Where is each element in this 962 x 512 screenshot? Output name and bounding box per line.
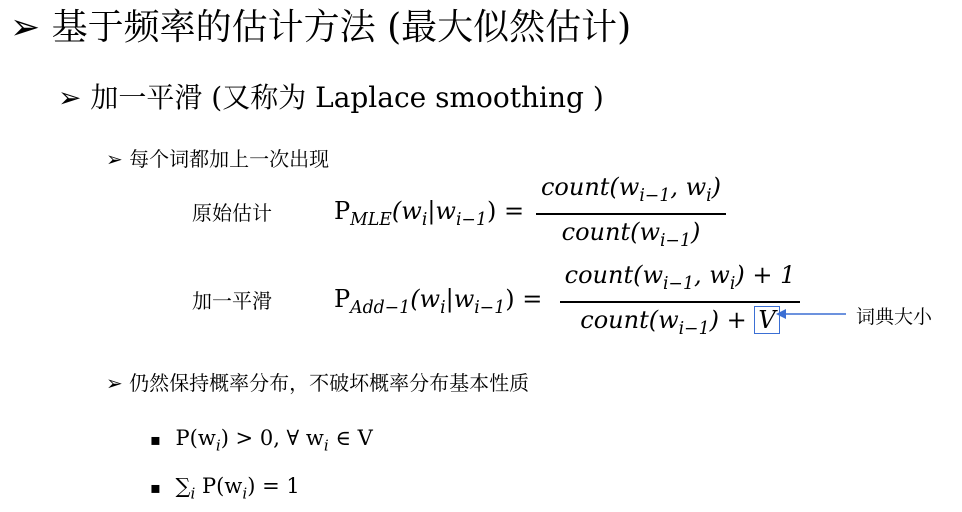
add1-lhs-i: i <box>440 298 446 319</box>
heading-level2 <box>58 80 604 116</box>
bullet-level3-a-text: 每个词都加上一次出现 <box>129 147 330 171</box>
annotation-arrow-icon <box>772 306 848 322</box>
add1-numerator: $count(w_{i-1}$, $w_i) + 1$ <box>564 261 796 295</box>
mle-denominator: $count(w_{i-1})$ <box>561 218 701 252</box>
mle-lhs <box>334 196 524 235</box>
mle-lhs-close: ) = <box>486 197 525 225</box>
add1-lhs-args: (w <box>410 285 441 313</box>
mle-fraction-bar <box>536 213 726 215</box>
arrow-bullet-icon: ➢ <box>58 81 82 114</box>
add1-lhs-bar: |w <box>445 285 475 313</box>
add1-lhs-sub: Add−1 <box>350 298 411 319</box>
heading-level2-text: 加一平滑 (又称为 Laplace smoothing ) <box>90 81 604 114</box>
add1-fraction <box>560 260 800 344</box>
vocabulary-size-box: V <box>754 306 779 334</box>
mle-numerator: $count(w_{i-1}$, $w_i$) <box>540 173 722 207</box>
add1-label: 加一平滑 <box>192 289 272 313</box>
mle-fraction <box>536 172 726 256</box>
mle-lhs-p: P <box>334 197 351 225</box>
add1-denominator: $count(w_{i-1}) + V$ <box>560 305 800 344</box>
bullet-level3-a <box>106 146 329 172</box>
mle-lhs-bar: |w <box>427 197 456 225</box>
arrow-bullet-icon: ➢ <box>106 147 123 171</box>
mle-lhs-i: i <box>421 210 428 231</box>
bullet-level3-b <box>106 370 529 396</box>
heading-level1-text: 基于频率的估计方法 (最大似然估计) <box>51 7 632 48</box>
mle-lhs-im1: i−1 <box>455 210 487 231</box>
square-bullet-icon: ▪ <box>150 478 161 497</box>
add1-fraction-bar <box>560 301 800 303</box>
arrow-bullet-icon: ➢ <box>10 7 41 48</box>
mle-lhs-sub: MLE <box>350 210 392 231</box>
vocabulary-size-label: 词典大小 <box>856 306 933 328</box>
mle-label: 原始估计 <box>192 201 272 225</box>
square-bullet-icon: ▪ <box>150 430 161 449</box>
property-positivity: ▪ $P(w_i) > 0$, ∀ $w_i$ ∈ V <box>150 426 373 455</box>
add1-lhs <box>334 284 542 323</box>
bullet-level3-b-text: 仍然保持概率分布，不破坏概率分布基本性质 <box>129 371 530 395</box>
arrow-bullet-icon: ➢ <box>106 371 123 395</box>
add1-lhs-im1: i−1 <box>474 298 506 319</box>
mle-lhs-args: (w <box>391 197 422 225</box>
add1-lhs-close: ) = <box>505 285 543 313</box>
heading-level1 <box>10 6 631 50</box>
add1-lhs-p: P <box>334 285 351 313</box>
property-sum-to-one: ▪ $\sum_i$ $P(w_i) = 1$ <box>150 474 300 503</box>
